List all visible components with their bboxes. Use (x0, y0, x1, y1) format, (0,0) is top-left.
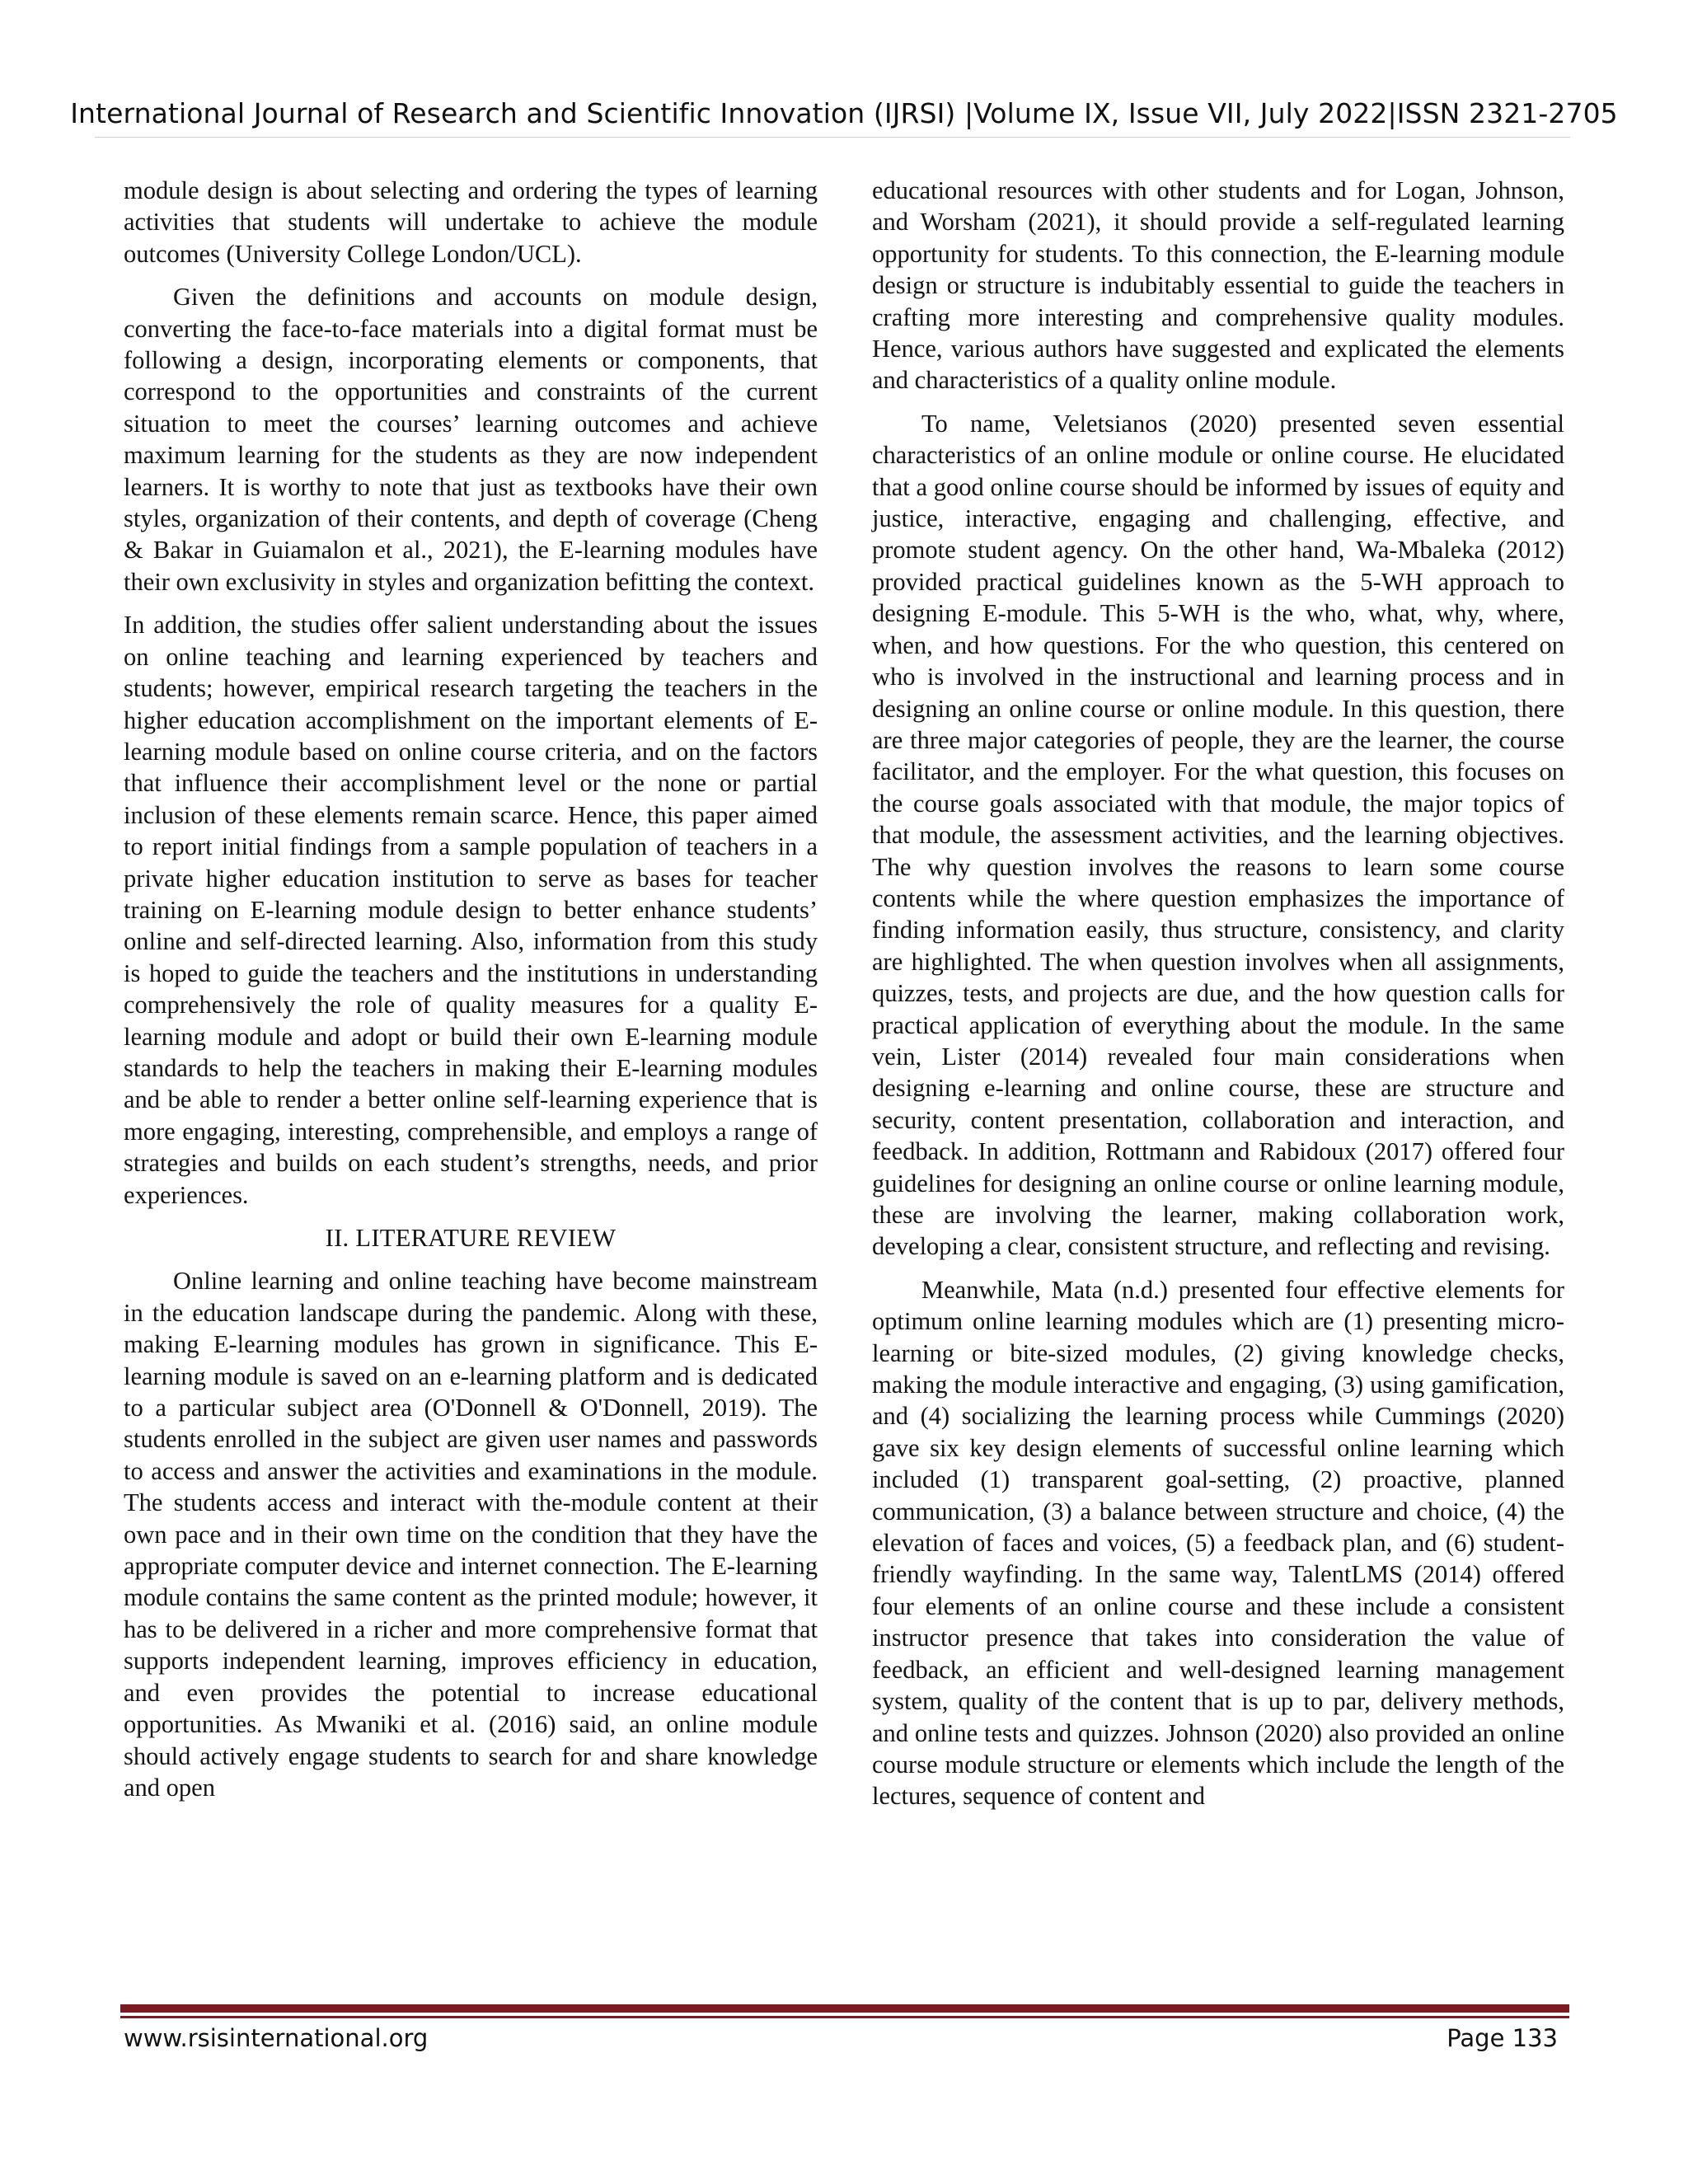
left-paragraph-3: In addition, the studies offer salient understanding about the issues on online teaching and learning experienced by teachers and students; however, empirical research targeting the teachers in the higher education accomplishment on the important elements of E-learning module based on online course criteria, and on the factors that influence their accomplishment level or the none or partial inclusion of these elements remain scarce. Hence, this paper aimed to report initial findings from a sample population of teachers in a private higher education institution to serve as bases for teacher training on E-learning module design to better enhance students’ online and self-directed learning. Also, information from this study is hoped to guide the teachers and the institutions in understanding comprehensively the role of quality measures for a quality E-learning module and adopt or build their own E-learning module standards to help the teachers in making their E-learning modules and be able to render a better online self-learning experience that is more engaging, interesting, comprehensible, and employs a range of strategies and builds on each student’s strengths, needs, and prior experiences. (124, 611, 818, 1209)
footer-website-link[interactable]: www.rsisinternational.org (124, 2024, 429, 2052)
right-paragraph-1: educational resources with other students and for Logan, Johnson, and Worsham (2021), it should provide a self-regulated learning opportunity for students. To this connection, the E-learning module design or structure is indubitably essential to guide the teachers in crafting more interesting and comprehensive quality modules. Hence, various authors have suggested and explicated the elements and characteristics of a quality online module. (872, 176, 1564, 395)
header-divider (95, 137, 1570, 138)
left-paragraph-4: Online learning and online teaching have become mainstream in the education landscape during the pandemic. Along with these, making E-learning modules has grown in significance. This E-learning module is saved on an e-learning platform and is dedicated to a particular subject area (O'Donnell & O'Donnell, 2019). The students enrolled in the subject are given user names and passwords to access and answer the activities and examinations in the module. The students access and interact with the-module content at their own pace and in their own time on the condition that they have the appropriate computer device and internet connection. The E-learning module contains the same content as the printed module; however, it has to be delivered in a richer and more comprehensive format that supports independent learning, improves efficiency in education, and even provides the potential to increase educational opportunities. As Mwaniki et al. (2016) said, an online module should actively engage students to search for and share knowledge and open (124, 1267, 818, 1802)
footer-page-number: Page 133 (1447, 2024, 1558, 2052)
footer-rule-thin (120, 2016, 1569, 2018)
journal-header: International Journal of Research and Scientific Innovation (IJRSI) |Volume IX, Issue VII, July 2022|ISSN 2321-2705 (70, 97, 1618, 129)
left-paragraph-2: Given the definitions and accounts on module design, converting the face-to-face materials into a digital format must be following a design, incorporating elements or components, that correspond to the opportunities and constraints of the current situation to meet the courses’ learning outcomes and achieve maximum learning for the students as they are now independent learners. It is worthy to note that just as textbooks have their own styles, organization of their contents, and depth of coverage (Cheng & Bakar in Guiamalon et al., 2021), the E-learning modules have their own exclusivity in styles and organization befitting the context. (124, 283, 818, 596)
section-heading-literature-review: II. LITERATURE REVIEW (325, 1224, 617, 1252)
left-column (124, 175, 818, 1815)
right-column (872, 175, 1564, 1824)
left-paragraph-1: module design is about selecting and ordering the types of learning activities that students will undertake to achieve the module outcomes (University College London/UCL). (124, 176, 818, 268)
footer-rule-thick (120, 2004, 1569, 2013)
right-paragraph-2: To name, Veletsianos (2020) presented seven essential characteristics of an online module or online course. He elucidated that a good online course should be informed by issues of equity and justice, interactive, engaging and challenging, effective, and promote student agency. On the other hand, Wa-Mbaleka (2012) provided practical guidelines known as the 5-WH approach to designing E-module. This 5-WH is the who, what, why, where, when, and how questions. For the who question, this centered on who is involved in the instructional and learning process and in designing an online course or online module. In this question, there are three major categories of people, they are the learner, the course facilitator, and the employer. For the what question, this focuses on the course goals associated with that module, the major topics of that module, the assessment activities, and the learning objectives. The why question involves the reasons to learn some course contents while the where question emphasizes the importance of finding information easily, thus structure, consistency, and clarity are highlighted. The when question involves when all assignments, quizzes, tests, and projects are due, and the how question calls for practical application of everything about the module. In the same vein, Lister (2014) revealed four main considerations when designing e-learning and online course, these are structure and security, content presentation, collaboration and interaction, and feedback. In addition, Rottmann and Rabidoux (2017) offered four guidelines for designing an online course or online learning module, these are involving the learner, making collaboration work, developing a clear, consistent structure, and reflecting and revising. (872, 409, 1564, 1261)
right-paragraph-3: Meanwhile, Mata (n.d.) presented four effective elements for optimum online learning modules which are (1) presenting micro-learning or bite-sized modules, (2) giving knowledge checks, making the module interactive and engaging, (3) using gamification, and (4) socializing the learning process while Cummings (2020) gave six key design elements of successful online learning which included (1) transparent goal-setting, (2) proactive, planned communication, (3) a balance between structure and choice, (4) the elevation of faces and voices, (5) a feedback plan, and (6) student-friendly wayfinding. In the same way, TalentLMS (2014) offered four elements of an online course and these include a consistent instructor presence that takes into consideration the value of feedback, an efficient and well-designed learning management system, quality of the content that is up to par, delivery methods, and online tests and quizzes. Johnson (2020) also provided an online course module structure or elements which include the length of the lectures, sequence of content and (872, 1275, 1564, 1811)
